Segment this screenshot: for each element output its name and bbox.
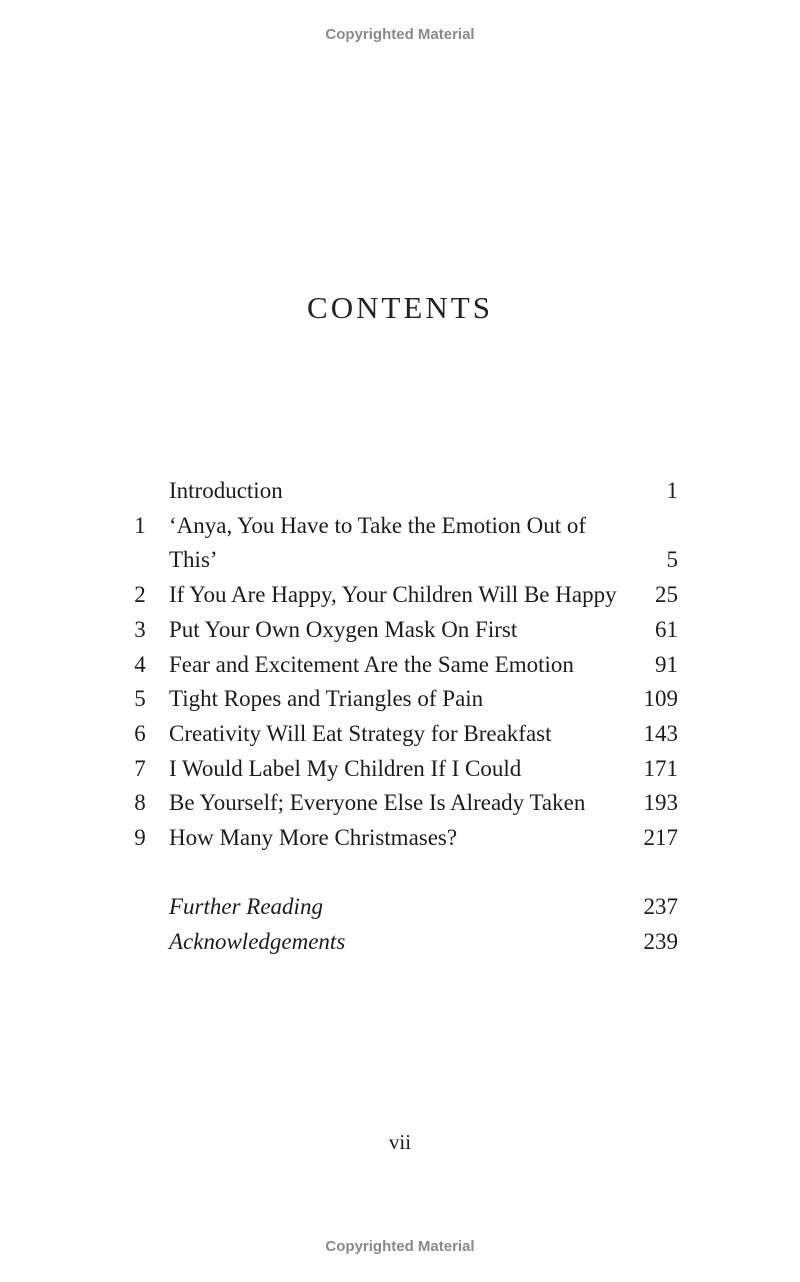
toc-entry-number: 3: [134, 616, 146, 642]
toc-entry-title: Be Yourself; Everyone Else Is Already Taken: [169, 790, 586, 816]
contents-heading: CONTENTS: [307, 290, 493, 325]
toc-entry-title: If You Are Happy, Your Children Will Be Happy: [169, 582, 617, 608]
toc-entry-number: 6: [134, 720, 146, 746]
toc-entry-chapter-9[interactable]: [128, 821, 678, 856]
toc-entry-page: 1: [666, 478, 678, 503]
toc-entry-page: 5: [666, 547, 678, 573]
toc-entry-title: ‘Anya, You Have to Take the Emotion Out of This’: [169, 512, 587, 573]
toc-entry-introduction[interactable]: [128, 474, 678, 509]
toc-entry-number: 5: [134, 686, 146, 712]
toc-entry-page: 91: [655, 651, 678, 677]
toc-entry-title: Creativity Will Eat Strategy for Breakfast: [169, 720, 552, 746]
toc-entry-chapter-5[interactable]: [128, 682, 678, 717]
toc-entry-number: 4: [134, 651, 146, 677]
page-number: vii: [388, 1130, 412, 1154]
toc-spacer: [128, 856, 678, 891]
toc-entry-chapter-1[interactable]: [128, 509, 678, 578]
toc-entry-chapter-8[interactable]: [128, 786, 678, 821]
toc-entry-further-reading[interactable]: [128, 890, 678, 925]
watermark-top: Copyrighted Material: [325, 26, 475, 43]
table-of-contents: [128, 474, 678, 960]
toc-entry-title: I Would Label My Children If I Could: [169, 755, 522, 781]
toc-entry-page: 171: [643, 755, 678, 781]
toc-entry-title: Further Reading: [169, 894, 323, 920]
toc-entry-number: 7: [134, 755, 146, 781]
toc-entry-number: 8: [134, 790, 146, 816]
toc-entry-page: 239: [643, 929, 678, 955]
toc-entry-title: Acknowledgements: [169, 929, 346, 955]
toc-entry-chapter-3[interactable]: [128, 613, 678, 648]
toc-entry-title: Fear and Excitement Are the Same Emotion: [169, 651, 574, 677]
toc-entry-chapter-7[interactable]: [128, 752, 678, 787]
toc-entry-number: 9: [134, 825, 146, 851]
toc-entry-page: 193: [643, 790, 678, 816]
toc-entry-title: Tight Ropes and Triangles of Pain: [169, 686, 484, 712]
watermark-bottom: Copyrighted Material: [325, 1238, 475, 1255]
toc-entry-page: 143: [643, 720, 678, 746]
toc-entry-chapter-2[interactable]: [128, 578, 678, 613]
toc-entry-page: 217: [643, 825, 678, 851]
toc-entry-number: 1: [134, 512, 146, 538]
toc-entry-number: 2: [134, 582, 146, 608]
toc-entry-acknowledgements[interactable]: [128, 925, 678, 960]
toc-entry-page: 61: [655, 616, 678, 642]
toc-entry-title: Put Your Own Oxygen Mask On First: [169, 616, 518, 642]
toc-entry-page: 109: [643, 686, 678, 712]
toc-entry-page: 237: [643, 894, 678, 920]
toc-entry-title: How Many More Christmases?: [169, 825, 458, 851]
toc-entry-chapter-4[interactable]: [128, 648, 678, 683]
toc-entry-chapter-6[interactable]: [128, 717, 678, 752]
toc-entry-page: 25: [655, 582, 678, 608]
toc-entry-title: Introduction: [169, 478, 283, 503]
